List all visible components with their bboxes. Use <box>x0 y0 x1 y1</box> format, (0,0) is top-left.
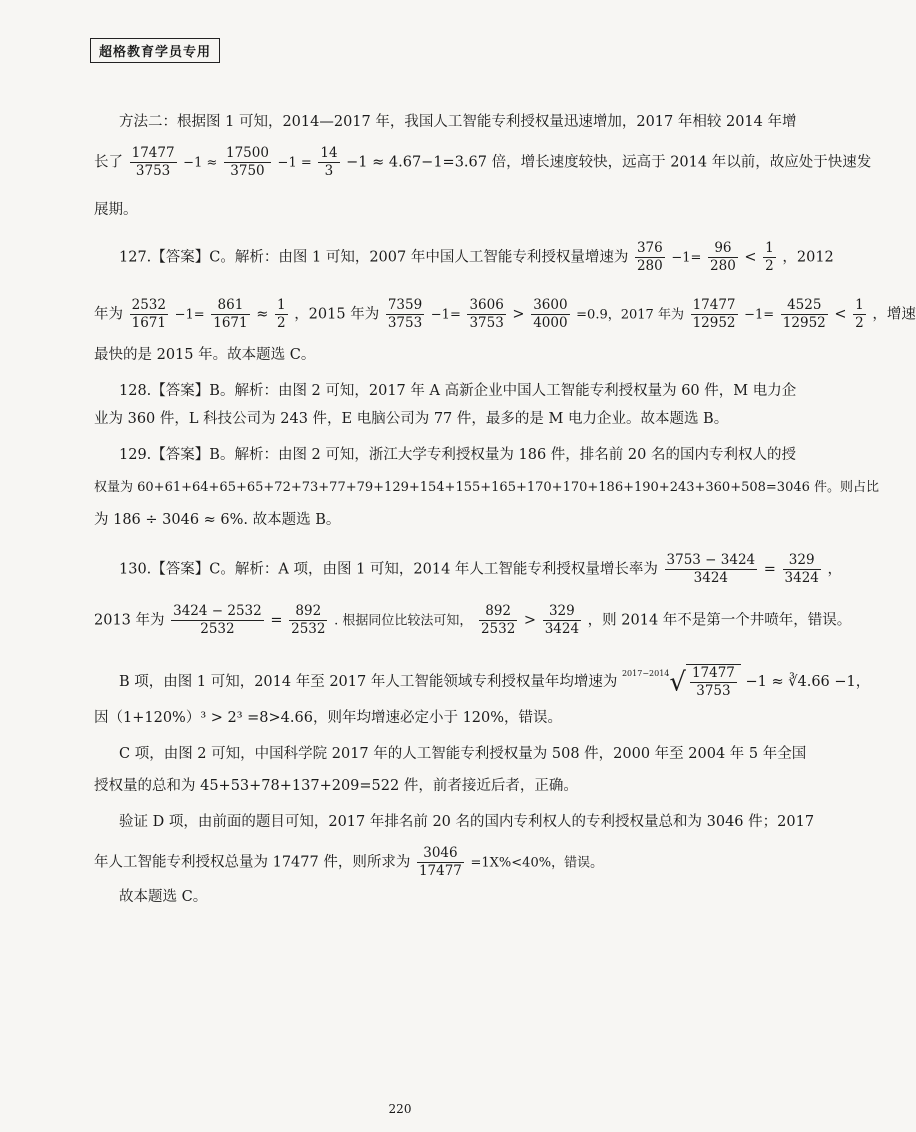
q128-line2: 业为 360 件，L 科技公司为 243 件，E 电脑公司为 77 件，最多的是 M 电力企业。故本题选 B。 <box>94 411 729 427</box>
fraction: $\frac{3046}{17477}$ <box>418 845 462 879</box>
fraction: $\frac{329}{3424}$ <box>784 552 819 586</box>
fraction: $\frac{96}{280}$ <box>710 240 736 274</box>
q127-line1: 127.【答案】C。解析：由图 1 可知，2007 年中国人工智能专利授权量增速为 $\frac{376}{280}$ −1= $\frac{96}{280}$ < $\frac{1}{2}$ ，2012 <box>119 240 834 274</box>
fraction: $\frac{7359}{3753}$ <box>387 297 423 331</box>
fraction: $\frac{17477}{3753}$ <box>131 145 175 179</box>
q130-d-line1: 验证 D 项，由前面的题目可知，2017 年排名前 20 名的国内专利权人的专利授权量总和为 3046 件；2017 <box>119 814 815 830</box>
fraction: $\frac{892}{2532}$ <box>291 603 326 637</box>
fraction: $\frac{3753 - 3424}{3424}$ <box>666 552 756 586</box>
fraction: $\frac{17477}{3753}$ <box>691 665 735 699</box>
page-number: 220 <box>388 1102 412 1116</box>
nth-root: $^{2017-2014}$√ $\frac{17477}{3753}$ <box>622 664 741 700</box>
fraction: $\frac{14}{3}$ <box>320 145 338 179</box>
method2-line1: 方法二：根据图 1 可知，2014—2017 年，我国人工智能专利授权量迅速增加，2017 年相较 2014 年增 <box>119 114 797 130</box>
q130-line1: 130.【答案】C。解析：A 项，由图 1 可知，2014 年人工智能专利授权量增长率为 $\frac{3753 - 3424}{3424}$ = $\frac{329}{3424}$ ， <box>119 552 842 586</box>
fraction: $\frac{2532}{1671}$ <box>131 297 166 331</box>
fraction: $\frac{3600}{4000}$ <box>533 297 568 331</box>
q127-line3: 最快的是 2015 年。故本题选 C。 <box>94 347 316 363</box>
fraction: $\frac{329}{3424}$ <box>544 603 580 637</box>
fraction: $\frac{17477}{12952}$ <box>692 297 736 331</box>
fraction: $\frac{1}{2}$ <box>276 297 286 331</box>
q127-line2: 年为 $\frac{2532}{1671}$ −1= $\frac{861}{1671}$ ≈ $\frac{1}{2}$ ，2015 年为 $\frac{7359}{3753}$ −1= $\frac{3606}{3753}$ > $\frac{3600}{4000}$ =0.9，2017 年为 $\frac{17477}{12952}$ −1= $\frac{4525}{12952}$ < $\frac{1}{2}$ ，增速 <box>94 297 916 331</box>
q130-b-line2: 因（1+120%）³ > 2³ =8>4.66，则年均增速必定小于 120%，错误。 <box>94 710 563 726</box>
q129-line1: 129.【答案】B。解析：由图 2 可知，浙江大学专利授权量为 186 件，排名前 20 名的国内专利权人的授 <box>119 447 796 463</box>
method2-line3: 展期。 <box>94 202 138 218</box>
fraction: $\frac{3424 - 2532}{2532}$ <box>173 603 262 637</box>
q130-b-line1: B 项，由图 1 可知，2014 年至 2017 年人工智能领域专利授权量年均增速为 $^{2017-2014}$√ $\frac{17477}{3753}$ −1 ≈ ∛4.66 −1， <box>119 665 871 699</box>
q130-line2: 2013 年为 $\frac{3424 - 2532}{2532}$ = $\frac{892}{2532}$ . 根据同位比较法可知， $\frac{892}{2532}$ > $\frac{329}{3424}$ ，则 2014 年不是第一个井喷年，错误。 <box>94 603 852 637</box>
method2-line2: 长了 $\frac{17477}{3753}$ −1 ≈ $\frac{17500}{3750}$ −1 = $\frac{14}{3}$ −1 ≈ 4.67−1=3.67 倍，增长速度较快，远高于 2014 年以前，故应处于快速发 <box>94 145 872 179</box>
q130-d-line2: 年人工智能专利授权总量为 17477 件，则所求为 $\frac{3046}{17477}$ =1X%<40%，错误。 <box>94 845 604 879</box>
q130-conclusion: 故本题选 C。 <box>119 889 208 905</box>
fraction: $\frac{17500}{3750}$ <box>225 145 269 179</box>
header-label: 超格教育学员专用 <box>90 38 220 63</box>
q129-line2: 权量为 60+61+64+65+65+72+73+77+79+129+154+155+165+170+170+186+190+243+360+508=3046 件。则占比 <box>94 480 880 495</box>
fraction: $\frac{3606}{3753}$ <box>469 297 504 331</box>
fraction: $\frac{861}{1671}$ <box>213 297 248 331</box>
q129-line3: 为 186 ÷ 3046 ≈ 6%. 故本题选 B。 <box>94 512 341 528</box>
fraction: $\frac{4525}{12952}$ <box>782 297 826 331</box>
fraction: $\frac{1}{2}$ <box>765 240 774 274</box>
fraction: $\frac{376}{280}$ <box>636 240 663 274</box>
fraction: $\frac{1}{2}$ <box>855 297 864 331</box>
fraction: $\frac{892}{2532}$ <box>480 603 516 637</box>
q128-line1: 128.【答案】B。解析：由图 2 可知，2017 年 A 高新企业中国人工智能专利授权量为 60 件，M 电力企 <box>119 383 797 399</box>
q130-c-line1: C 项，由图 2 可知，中国科学院 2017 年的人工智能专利授权量为 508 件，2000 年至 2004 年 5 年全国 <box>119 746 807 762</box>
q130-c-line2: 授权量的总和为 45+53+78+137+209=522 件，前者接近后者，正确。 <box>94 778 578 794</box>
